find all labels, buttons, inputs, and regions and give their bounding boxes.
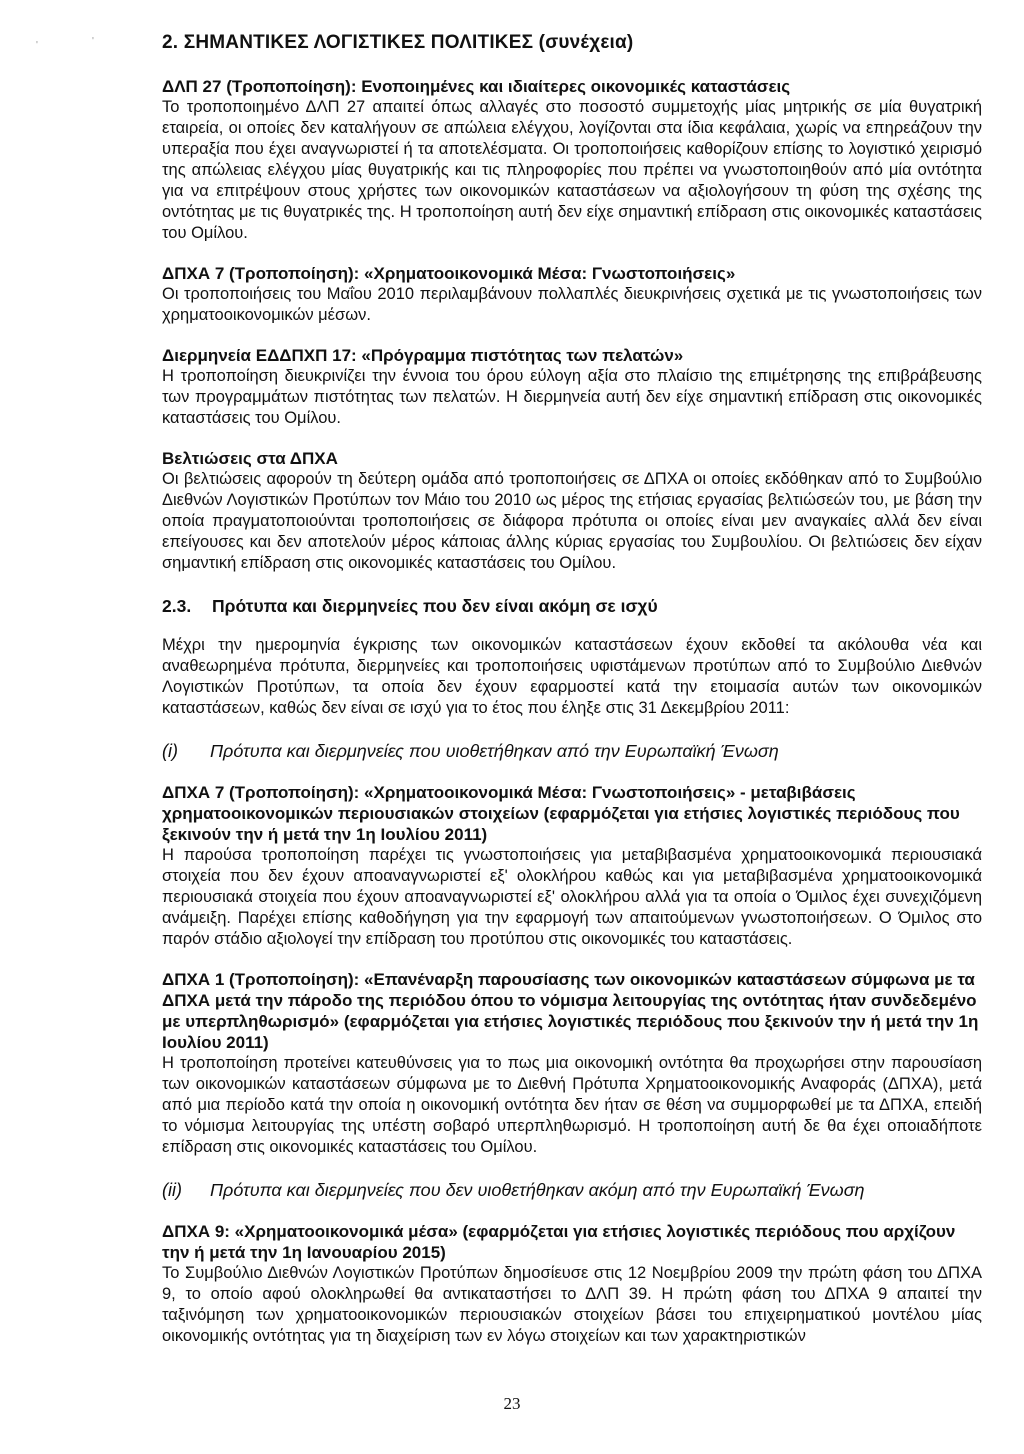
paragraph-text: Οι βελτιώσεις αφορούν τη δεύτερη ομάδα από τροποποιήσεις σε ΔΠΧΑ οι οποίες εκδόθηκαν από το Συμβούλιο Διεθνών Λογιστικών Προτύπων τον Μάιο του 2010 ως μέρος της ετήσιας εργασίας βελτιώσεών του, με βάση την οποία πραγματοποιούνται τροποποιήσεις σε διάφορα πρότυπα οι οποίες είναι μεν αναγκαίες αλλά δεν είναι επείγουσες και δεν αποτελούν μέρος κάποιας άλλης κύριας εργασίας του Συμβουλίου. Οι βελτιώσεις δεν είχαν σημαντική επίδραση στις οικονομικές καταστάσεις του Ομίλου. — [162, 470, 982, 572]
paragraph-heading: ΔΠΧΑ 1 (Τροποποίηση): «Επανέναρξη παρουσίασης των οικονομικών καταστάσεων σύμφωνα με τα ΔΠΧΑ μετά την πάροδο της περιόδου όπου το νόμισμα λειτουργίας της οντότητας ήταν συνδεδεμένο με υπερπληθωρισμό» (εφαρμόζεται για ετήσιες λογιστικές περιόδους που ξεκινούν την ή μετά την 1η Ιουλίου 2011) — [162, 970, 979, 1052]
paragraph-block — [162, 345, 982, 429]
group-label: (ii) — [162, 1180, 182, 1200]
page-number: 23 — [503, 1394, 521, 1413]
subsection-title: Πρότυπα και διερμηνείες που δεν είναι ακόμη σε ισχύ — [212, 596, 658, 616]
paragraph-text: Το τροποποιημένο ΔΛΠ 27 απαιτεί όπως αλλαγές στο ποσοστό συμμετοχής μίας μητρικής σε μία θυγατρική εταιρεία, οι οποίες δεν καταλήγουν σε απώλεια ελέγχου, λογίζονται στα ίδια κεφάλαια, χωρίς να επηρεάζουν την υπεραξία που έχει αναγνωριστεί ή τα αποτελέσματα. Οι τροποποιήσεις καθορίζουν επίσης το λογιστικό χειρισμό της απώλειας ελέγχου μίας θυγατρικής και τις πληροφορίες που πρέπει να γνωστοποιηθούν από μία οντότητα για να επιτρέψουν στους χρήστες των οικονομικών καταστάσεων να αξιολογήσουν τη φύση της σχέσης της οντότητας με τις θυγατρικές της. Η τροποποίηση αυτή δεν είχε σημαντική επίδραση στις οικονομικές καταστάσεις του Ομίλου. — [162, 98, 982, 242]
scan-speck: ' — [92, 36, 94, 47]
paragraph-block — [162, 782, 982, 950]
section-title: 2. ΣΗΜΑΝΤΙΚΕΣ ΛΟΓΙΣΤΙΚΕΣ ΠΟΛΙΤΙΚΕΣ (συνέχεια) — [162, 32, 634, 53]
paragraph-block — [162, 76, 982, 244]
paragraph-text: Το Συμβούλιο Διεθνών Λογιστικών Προτύπων δημοσίευσε στις 12 Νοεμβρίου 2009 την πρώτη φάση του ΔΠΧΑ 9, το οποίο αφού ολοκληρωθεί θα αντικαταστήσει το ΔΛΠ 39. Η πρώτη φάση του ΔΠΧΑ 9 απαιτεί την ταξινόμηση των χρηματοοικονομικών περιουσιακών στοιχείων βάσει του επιχειρηματικού μοντέλου μίας οικονομικής οντότητας για τη διαχείριση των εν λόγω στοιχείων και των χαρακτηριστικών — [162, 1264, 982, 1345]
page-content — [162, 32, 982, 1366]
group-heading-i — [162, 741, 982, 762]
paragraph-heading: ΔΠΧΑ 7 (Τροποποίηση): «Χρηματοοικονομικά Μέσα: Γνωστοποιήσεις» — [162, 264, 736, 283]
paragraph-block — [162, 448, 982, 574]
paragraph-heading: Διερμηνεία ΕΔΔΠΧΠ 17: «Πρόγραμμα πιστότητας των πελατών» — [162, 346, 684, 365]
paragraph-block — [162, 263, 982, 326]
paragraph-heading: ΔΠΧΑ 9: «Χρηματοοικονομικά μέσα» (εφαρμόζεται για ετήσιες λογιστικές περιόδους που αρχίζουν την ή μετά την 1η Ιανουαρίου 2015) — [162, 1222, 956, 1262]
paragraph-text: Η παρούσα τροποποίηση παρέχει τις γνωστοποιήσεις για μεταβιβασμένα χρηματοοικονομικά περιουσιακά στοιχεία που δεν έχουν αποαναγνωριστεί εξ' ολοκλήρου καθώς και για μεταβιβασμένα χρηματοοικονομικά περιουσιακά στοιχεία που έχουν αποαναγνωριστεί εξ' ολοκλήρου αλλά για τα οποία ο Όμιλος έχει συνεχιζόμενη ανάμειξη. Παρέχει επίσης καθοδήγηση για την εφαρμογή των απαιτούμενων γνωστοποιήσεων. Ο Όμιλος στο παρόν στάδιο αξιολογεί την επίδραση του προτύπου στις οικονομικές του καταστάσεις. — [162, 846, 982, 948]
paragraph-heading: ΔΠΧΑ 7 (Τροποποίηση): «Χρηματοοικονομικά Μέσα: Γνωστοποιήσεις» - μεταβιβάσεις χρηματοοικονομικών περιουσιακών στοιχείων (εφαρμόζεται για ετήσιες λογιστικές περιόδους που ξεκινούν την ή μετά την 1η Ιουλίου 2011) — [162, 783, 960, 844]
paragraph-text: Η τροποποίηση προτείνει κατευθύνσεις για το πως μια οικονομική οντότητα θα προχωρήσει στην παρουσίαση των οικονομικών καταστάσεων σύμφωνα με το Διεθνή Πρότυπα Χρηματοοικονομικής Αναφοράς (ΔΠΧΑ), μετά από μια περίοδο κατά την οποία η οικονομική οντότητα δεν ήταν σε θέση να συμμορφωθεί με τα ΔΠΧΑ, επειδή το νόμισμα λειτουργίας της υπέστη σοβαρό υπερπληθωρισμό. Η τροποποίηση αυτή δε θα έχει οποιαδήποτε επίδραση στις οικονομικές καταστάσεις του Ομίλου. — [162, 1054, 982, 1156]
scan-speck: ' — [36, 40, 38, 51]
paragraph-block — [162, 969, 982, 1158]
paragraph-text: Η τροποποίηση διευκρινίζει την έννοια του όρου εύλογη αξία στο πλαίσιο της επιμέτρησης της επιβράβευσης των προγραμμάτων πιστότητας των πελατών. Η διερμηνεία αυτή δεν είχε σημαντική επίδραση στις οικονομικές καταστάσεις του Ομίλου. — [162, 367, 982, 427]
paragraph-heading: ΔΛΠ 27 (Τροποποίηση): Ενοποιημένες και ιδιαίτερες οικονομικές καταστάσεις — [162, 77, 791, 96]
group-title: Πρότυπα και διερμηνείες που δεν υιοθετήθηκαν ακόμη από την Ευρωπαϊκή Ένωση — [210, 1180, 865, 1200]
paragraph-text: Οι τροποποιήσεις του Μαΐου 2010 περιλαμβάνουν πολλαπλές διευκρινήσεις σχετικά με τις γνωστοποιήσεις των χρηματοοικονομικών μέσων. — [162, 285, 982, 324]
subsection-heading — [162, 596, 982, 617]
group-heading-ii — [162, 1180, 982, 1201]
group-title: Πρότυπα και διερμηνείες που υιοθετήθηκαν από την Ευρωπαϊκή Ένωση — [210, 741, 779, 761]
group-label: (i) — [162, 741, 178, 761]
subsection-intro: Μέχρι την ημερομηνία έγκρισης των οικονομικών καταστάσεων έχουν εκδοθεί τα ακόλουθα νέα και αναθεωρημένα πρότυπα, διερμηνείες και τροποποιήσεις υφιστάμενων προτύπων από το Συμβούλιο Διεθνών Λογιστικών Προτύπων, τα οποία δεν έχουν εφαρμοστεί κατά την ετοιμασία αυτών των οικονομικών καταστάσεων, καθώς δεν είναι σε ισχύ για το έτος που έληξε στις 31 Δεκεμβρίου 2011: — [162, 636, 982, 717]
paragraph-heading: Βελτιώσεις στα ΔΠΧΑ — [162, 449, 338, 468]
paragraph-block — [162, 1221, 982, 1347]
paragraph-block — [162, 635, 982, 719]
subsection-number: 2.3. — [162, 596, 192, 616]
